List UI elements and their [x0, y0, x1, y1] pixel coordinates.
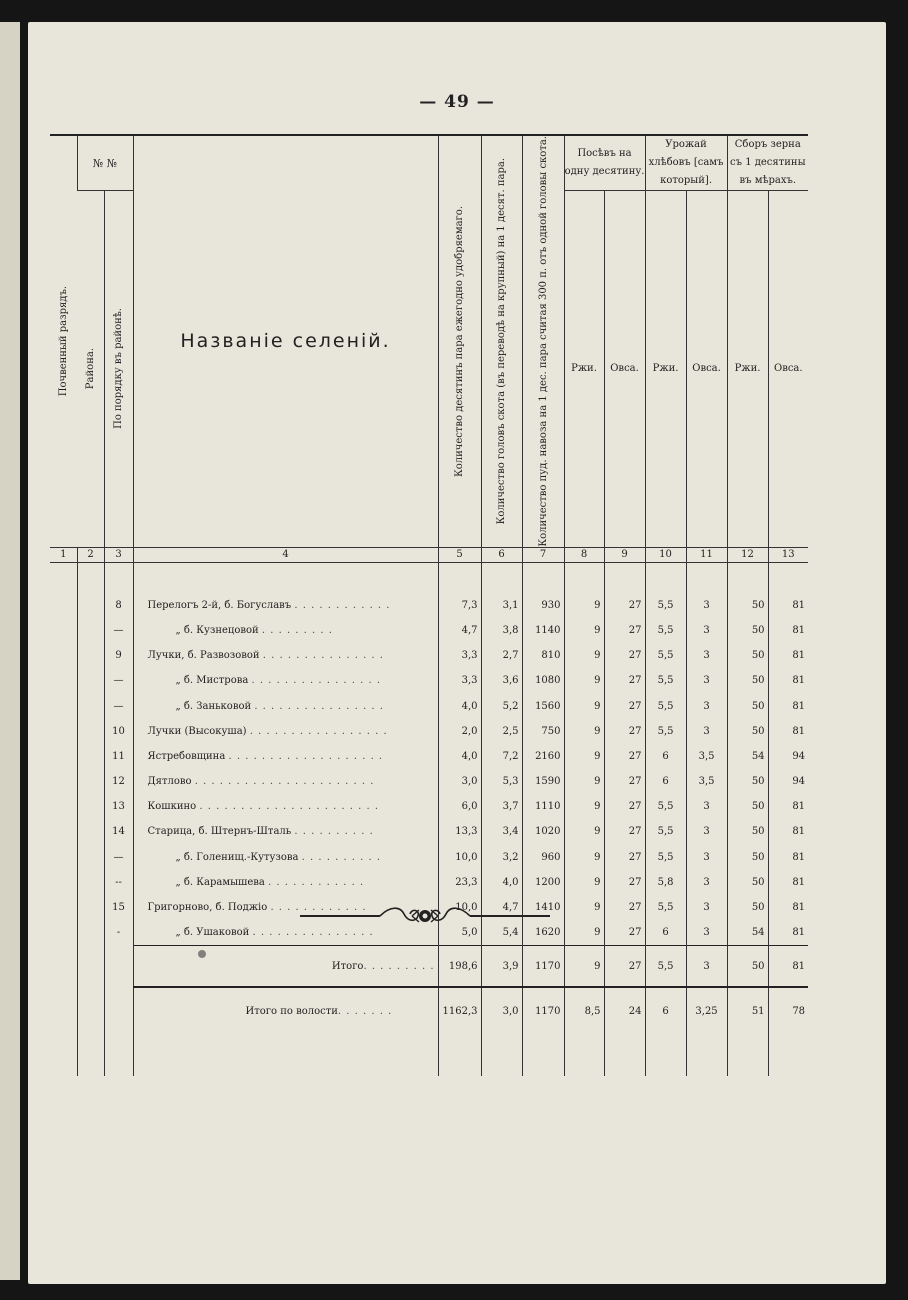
column-number: 1	[50, 547, 77, 562]
village-name: Старица, б. Штернъ-Шталь	[147, 826, 292, 838]
cell-grain-oats: 81	[768, 870, 808, 895]
cell-fallow: 4,0	[438, 744, 481, 769]
cell-harvest-rye: 5,5	[645, 794, 686, 819]
row-number: 12	[104, 769, 133, 794]
leader-dots: . . . . . . . . . . . . . . . . .	[249, 725, 388, 737]
subtotal-fallow: 198,6	[438, 946, 481, 988]
cell-sow-oats: 27	[604, 845, 645, 870]
header-harvest-rye: Ржи.	[645, 191, 686, 548]
cell-harvest-oats: 3	[686, 719, 727, 744]
leader-dots: . . . . . . . . . . . . . . . . . . .	[228, 750, 384, 762]
cell-manure: 1080	[522, 668, 564, 693]
header-manure: Количество пуд. навоза на 1 дес. пара считая 300 п. отъ одной головы скота.	[537, 136, 549, 547]
page-number: — 49 —	[419, 92, 495, 112]
row-number: 11	[104, 744, 133, 769]
cell-grain-rye: 50	[727, 845, 768, 870]
total-grain-oats: 78	[768, 987, 808, 1034]
header-harvest-oats: Овса.	[686, 191, 727, 548]
row-number: 14	[104, 819, 133, 844]
cell-manure: 1200	[522, 870, 564, 895]
village-name: Ястребовщина	[147, 750, 226, 762]
subtotal-grain-oats: 81	[768, 946, 808, 988]
cell-sow-oats: 27	[604, 719, 645, 744]
cell-harvest-rye: 5,8	[645, 870, 686, 895]
cell-sow-oats: 27	[604, 744, 645, 769]
row-number: —	[104, 845, 133, 870]
ornament-divider	[300, 902, 550, 930]
soil-cell	[50, 920, 77, 946]
cell-grain-rye: 50	[727, 794, 768, 819]
village-name-cell	[133, 693, 438, 718]
cell-grain-oats: 81	[768, 593, 808, 618]
header-grain-oats: Овса.	[768, 191, 808, 548]
cell-harvest-oats: 3,5	[686, 769, 727, 794]
village-name: „ б. Кузнецовой	[175, 624, 259, 636]
cell-grain-rye: 50	[727, 719, 768, 744]
cell-manure: 960	[522, 845, 564, 870]
cell-sow-oats: 27	[604, 618, 645, 643]
cell-harvest-rye: 5,5	[645, 845, 686, 870]
row-number: —	[104, 618, 133, 643]
cell-harvest-rye: 5,5	[645, 593, 686, 618]
row-number: 10	[104, 719, 133, 744]
cell-sow-rye: 9	[564, 819, 604, 844]
leader-dots: . . . . . . . . . . . . . . .	[252, 927, 374, 939]
village-row	[50, 845, 808, 870]
cell-grain-oats: 81	[768, 819, 808, 844]
district-cell	[77, 719, 104, 744]
cell-manure: 1410	[522, 895, 564, 920]
soil-cell	[50, 744, 77, 769]
column-number: 7	[522, 547, 564, 562]
cell-sow-rye: 9	[564, 643, 604, 668]
cell-manure: 1620	[522, 920, 564, 946]
header-fallow-area: Количество десятинъ пара ежегодно удобряемаго.	[454, 205, 466, 477]
village-name: „ б. Голенищ.-Кутузова	[175, 851, 299, 863]
cell-livestock: 3,2	[481, 845, 522, 870]
village-row	[50, 870, 808, 895]
cell-fallow: 4,0	[438, 693, 481, 718]
cell-grain-rye: 50	[727, 769, 768, 794]
header-sowing-rye: Ржи.	[564, 191, 604, 548]
cell-grain-rye: 54	[727, 920, 768, 946]
cell-manure: 1110	[522, 794, 564, 819]
cell-sow-rye: 9	[564, 719, 604, 744]
cell-grain-rye: 50	[727, 643, 768, 668]
cell-grain-rye: 50	[727, 668, 768, 693]
village-row	[50, 643, 808, 668]
cell-fallow: 2,0	[438, 719, 481, 744]
total-sow-rye: 8,5	[564, 987, 604, 1034]
cell-livestock: 4,7	[481, 895, 522, 920]
cell-harvest-oats: 3	[686, 643, 727, 668]
district-cell	[77, 845, 104, 870]
column-number: 13	[768, 547, 808, 562]
cell-harvest-oats: 3	[686, 593, 727, 618]
village-name-cell	[133, 769, 438, 794]
total-fallow: 1162,3	[438, 987, 481, 1034]
column-number: 6	[481, 547, 522, 562]
village-row	[50, 593, 808, 618]
cell-grain-rye: 50	[727, 870, 768, 895]
cell-grain-oats: 94	[768, 744, 808, 769]
village-row	[50, 618, 808, 643]
cell-grain-rye: 50	[727, 593, 768, 618]
soil-cell	[50, 643, 77, 668]
cell-fallow: 10,0	[438, 845, 481, 870]
cell-harvest-rye: 5,5	[645, 643, 686, 668]
district-cell	[77, 870, 104, 895]
total-harvest-oats: 3,25	[686, 987, 727, 1034]
village-name: Перелогъ 2-й, б. Богуславъ	[147, 599, 292, 611]
soil-cell	[50, 819, 77, 844]
village-name-cell	[133, 794, 438, 819]
cell-sow-oats: 27	[604, 643, 645, 668]
village-name-cell	[133, 593, 438, 618]
cell-livestock: 3,1	[481, 593, 522, 618]
cell-harvest-oats: 3	[686, 845, 727, 870]
cell-sow-oats: 27	[604, 870, 645, 895]
cell-harvest-rye: 5,5	[645, 895, 686, 920]
header-harvest: Урожай хлѣбовъ [самъ который].	[645, 135, 727, 191]
village-name-cell	[133, 744, 438, 769]
cell-harvest-rye: 5,5	[645, 819, 686, 844]
header-soil-category: Почвенный разрядъ.	[57, 286, 69, 397]
cell-harvest-oats: 3,5	[686, 744, 727, 769]
cell-harvest-oats: 3	[686, 794, 727, 819]
cell-livestock: 5,4	[481, 920, 522, 946]
adjacent-page-edge	[0, 22, 20, 1280]
village-row	[50, 819, 808, 844]
cell-grain-rye: 50	[727, 618, 768, 643]
header-village-name: Названіе селеній.	[133, 135, 438, 547]
cell-sow-rye: 9	[564, 870, 604, 895]
cell-fallow: 3,3	[438, 643, 481, 668]
cell-grain-rye: 50	[727, 819, 768, 844]
cell-harvest-rye: 5,5	[645, 668, 686, 693]
ink-smudge	[198, 950, 206, 958]
header-grain-rye: Ржи.	[727, 191, 768, 548]
cell-manure: 1020	[522, 819, 564, 844]
cell-sow-rye: 9	[564, 845, 604, 870]
village-name: Лучки, б. Развозовой	[147, 650, 260, 662]
village-row	[50, 668, 808, 693]
cell-harvest-oats: 3	[686, 920, 727, 946]
header-order-in-district: По порядку въ районѣ.	[113, 308, 124, 430]
subtotal-livestock: 3,9	[481, 946, 522, 988]
district-cell	[77, 920, 104, 946]
cell-livestock: 7,2	[481, 744, 522, 769]
cell-grain-rye: 50	[727, 693, 768, 718]
district-cell	[77, 618, 104, 643]
cell-fallow: 4,7	[438, 618, 481, 643]
cell-harvest-oats: 3	[686, 895, 727, 920]
village-name-cell	[133, 870, 438, 895]
row-number: --	[104, 870, 133, 895]
district-cell	[77, 819, 104, 844]
column-number: 2	[77, 547, 104, 562]
row-number: -	[104, 920, 133, 946]
village-name: Григорново, б. Поджіо	[147, 902, 268, 913]
district-cell	[77, 769, 104, 794]
cell-fallow: 3,3	[438, 668, 481, 693]
cell-fallow: 3,0	[438, 769, 481, 794]
village-name: „ б. Ушаковой	[175, 927, 250, 939]
cell-manure: 1140	[522, 618, 564, 643]
village-name-cell	[133, 643, 438, 668]
leader-dots: . . . . . . . . . . . .	[270, 902, 367, 913]
total-row	[50, 987, 808, 1034]
village-name: „ б. Мистрова	[175, 675, 249, 687]
subtotal-dots: . . . . . . . . .	[363, 960, 435, 972]
row-number: 15	[104, 895, 133, 920]
leader-dots: . . . . . . . . . . . .	[268, 876, 365, 888]
total-livestock: 3,0	[481, 987, 522, 1034]
cell-harvest-rye: 5,5	[645, 719, 686, 744]
soil-cell	[50, 593, 77, 618]
leader-dots: . . . . . . . . . . . . . . .	[262, 650, 384, 662]
village-row	[50, 719, 808, 744]
row-number: —	[104, 668, 133, 693]
district-cell	[77, 895, 104, 920]
cell-livestock: 5,2	[481, 693, 522, 718]
cell-harvest-oats: 3	[686, 870, 727, 895]
subtotal-manure: 1170	[522, 946, 564, 988]
cell-sow-rye: 9	[564, 693, 604, 718]
cell-sow-rye: 9	[564, 769, 604, 794]
column-number: 5	[438, 547, 481, 562]
village-name: Лучки (Высокуша)	[147, 725, 247, 737]
cell-grain-oats: 94	[768, 769, 808, 794]
cell-harvest-rye: 5,5	[645, 693, 686, 718]
column-number: 4	[133, 547, 438, 562]
cell-fallow: 7,3	[438, 593, 481, 618]
column-number: 3	[104, 547, 133, 562]
cell-sow-rye: 9	[564, 744, 604, 769]
soil-cell	[50, 870, 77, 895]
village-row	[50, 693, 808, 718]
statistics-table	[50, 134, 808, 1076]
subtotal-row	[50, 946, 808, 988]
village-row	[50, 744, 808, 769]
subtotal-harvest-oats: 3	[686, 946, 727, 988]
village-name: „ б. Заньковой	[175, 700, 252, 712]
cell-harvest-oats: 3	[686, 618, 727, 643]
cell-livestock: 3,4	[481, 819, 522, 844]
cell-fallow: 13,3	[438, 819, 481, 844]
cell-harvest-oats: 3	[686, 819, 727, 844]
cell-grain-oats: 81	[768, 668, 808, 693]
document-page	[28, 22, 886, 1284]
cell-manure: 2160	[522, 744, 564, 769]
soil-cell	[50, 769, 77, 794]
cell-sow-rye: 9	[564, 668, 604, 693]
cell-harvest-oats: 3	[686, 693, 727, 718]
cell-sow-rye: 9	[564, 895, 604, 920]
village-row	[50, 769, 808, 794]
cell-fallow: 23,3	[438, 870, 481, 895]
cell-livestock: 2,5	[481, 719, 522, 744]
soil-cell	[50, 693, 77, 718]
leader-dots: . . . . . . . . . . . . . . . .	[254, 700, 384, 712]
cell-livestock: 4,0	[481, 870, 522, 895]
village-name-cell	[133, 618, 438, 643]
cell-fallow: 10,0	[438, 895, 481, 920]
village-name: Кошкино	[147, 801, 197, 813]
village-name-cell	[133, 845, 438, 870]
cell-manure: 750	[522, 719, 564, 744]
subtotal-grain-rye: 50	[727, 946, 768, 988]
village-name-cell	[133, 719, 438, 744]
cell-sow-oats: 27	[604, 794, 645, 819]
cell-harvest-rye: 6	[645, 920, 686, 946]
village-row	[50, 794, 808, 819]
subtotal-sow-oats: 27	[604, 946, 645, 988]
district-cell	[77, 593, 104, 618]
cell-sow-oats: 27	[604, 593, 645, 618]
total-dots: . . . . . . .	[337, 1005, 393, 1017]
row-number: 8	[104, 593, 133, 618]
cell-grain-oats: 81	[768, 895, 808, 920]
district-cell	[77, 668, 104, 693]
cell-sow-rye: 9	[564, 920, 604, 946]
soil-cell	[50, 719, 77, 744]
header-sowing-oats: Овса.	[604, 191, 645, 548]
subtotal-harvest-rye: 5,5	[645, 946, 686, 988]
cell-harvest-rye: 6	[645, 744, 686, 769]
cell-manure: 930	[522, 593, 564, 618]
cell-grain-oats: 81	[768, 618, 808, 643]
cell-grain-oats: 81	[768, 920, 808, 946]
header-grain-yield: Сборъ зерна съ 1 десятины въ мѣрахъ.	[727, 135, 808, 191]
soil-cell	[50, 845, 77, 870]
cell-livestock: 3,7	[481, 794, 522, 819]
row-number: 9	[104, 643, 133, 668]
village-rows	[50, 593, 808, 946]
cell-sow-rye: 9	[564, 794, 604, 819]
cell-livestock: 3,8	[481, 618, 522, 643]
cell-manure: 1590	[522, 769, 564, 794]
cell-sow-oats: 27	[604, 819, 645, 844]
leader-dots: . . . . . . . . . . . .	[294, 599, 391, 611]
soil-cell	[50, 895, 77, 920]
soil-cell	[50, 618, 77, 643]
leader-dots: . . . . . . . . . . . . . . . . . . . . . .	[194, 776, 375, 788]
cell-livestock: 2,7	[481, 643, 522, 668]
column-number: 11	[686, 547, 727, 562]
cell-grain-oats: 81	[768, 845, 808, 870]
cell-harvest-rye: 5,5	[645, 618, 686, 643]
cell-harvest-rye: 6	[645, 769, 686, 794]
total-sow-oats: 24	[604, 987, 645, 1034]
district-cell	[77, 693, 104, 718]
cell-grain-oats: 81	[768, 719, 808, 744]
cell-harvest-oats: 3	[686, 668, 727, 693]
cell-manure: 810	[522, 643, 564, 668]
header-sowing: Посѣвъ на одну десятину.	[564, 135, 645, 191]
total-harvest-rye: 6	[645, 987, 686, 1034]
column-number: 12	[727, 547, 768, 562]
cell-sow-rye: 9	[564, 618, 604, 643]
leader-dots: . . . . . . . . . .	[294, 826, 374, 838]
cell-manure: 1560	[522, 693, 564, 718]
cell-livestock: 3,6	[481, 668, 522, 693]
column-number: 9	[604, 547, 645, 562]
cell-sow-oats: 27	[604, 895, 645, 920]
village-name-cell	[133, 668, 438, 693]
header-livestock: Количество головъ скота (въ переводѣ на крупный) на 1 десят. пара.	[496, 158, 508, 525]
cell-sow-oats: 27	[604, 668, 645, 693]
cell-fallow: 5,0	[438, 920, 481, 946]
cell-sow-oats: 27	[604, 693, 645, 718]
column-number: 8	[564, 547, 604, 562]
district-cell	[77, 643, 104, 668]
subtotal-label: Итого	[331, 960, 364, 972]
total-manure: 1170	[522, 987, 564, 1034]
cell-grain-oats: 81	[768, 693, 808, 718]
cell-grain-oats: 81	[768, 643, 808, 668]
row-number: —	[104, 693, 133, 718]
district-cell	[77, 744, 104, 769]
leader-dots: . . . . . . . . .	[261, 624, 333, 636]
cell-livestock: 5,3	[481, 769, 522, 794]
soil-cell	[50, 668, 77, 693]
column-number: 10	[645, 547, 686, 562]
cell-fallow: 6,0	[438, 794, 481, 819]
cell-sow-oats: 27	[604, 769, 645, 794]
cell-grain-oats: 81	[768, 794, 808, 819]
cell-grain-rye: 54	[727, 744, 768, 769]
cell-sow-oats: 27	[604, 920, 645, 946]
cell-sow-rye: 9	[564, 593, 604, 618]
column-number-row	[50, 547, 808, 562]
leader-dots: . . . . . . . . . . . . . . . . . . . . . .	[199, 801, 380, 813]
district-cell	[77, 794, 104, 819]
leader-dots: . . . . . . . . . .	[301, 851, 382, 863]
village-name-cell	[133, 819, 438, 844]
total-label: Итого по волости	[245, 1005, 338, 1017]
soil-cell	[50, 794, 77, 819]
header-no-group: № №	[77, 135, 133, 191]
total-grain-rye: 51	[727, 987, 768, 1034]
cell-grain-rye: 50	[727, 895, 768, 920]
village-name: „ б. Карамышева	[175, 876, 265, 888]
header-district: Района.	[84, 348, 96, 390]
village-name: Дятлово	[147, 776, 192, 788]
leader-dots: . . . . . . . . . . . . . . . .	[251, 675, 382, 687]
row-number: 13	[104, 794, 133, 819]
subtotal-sow-rye: 9	[564, 946, 604, 988]
